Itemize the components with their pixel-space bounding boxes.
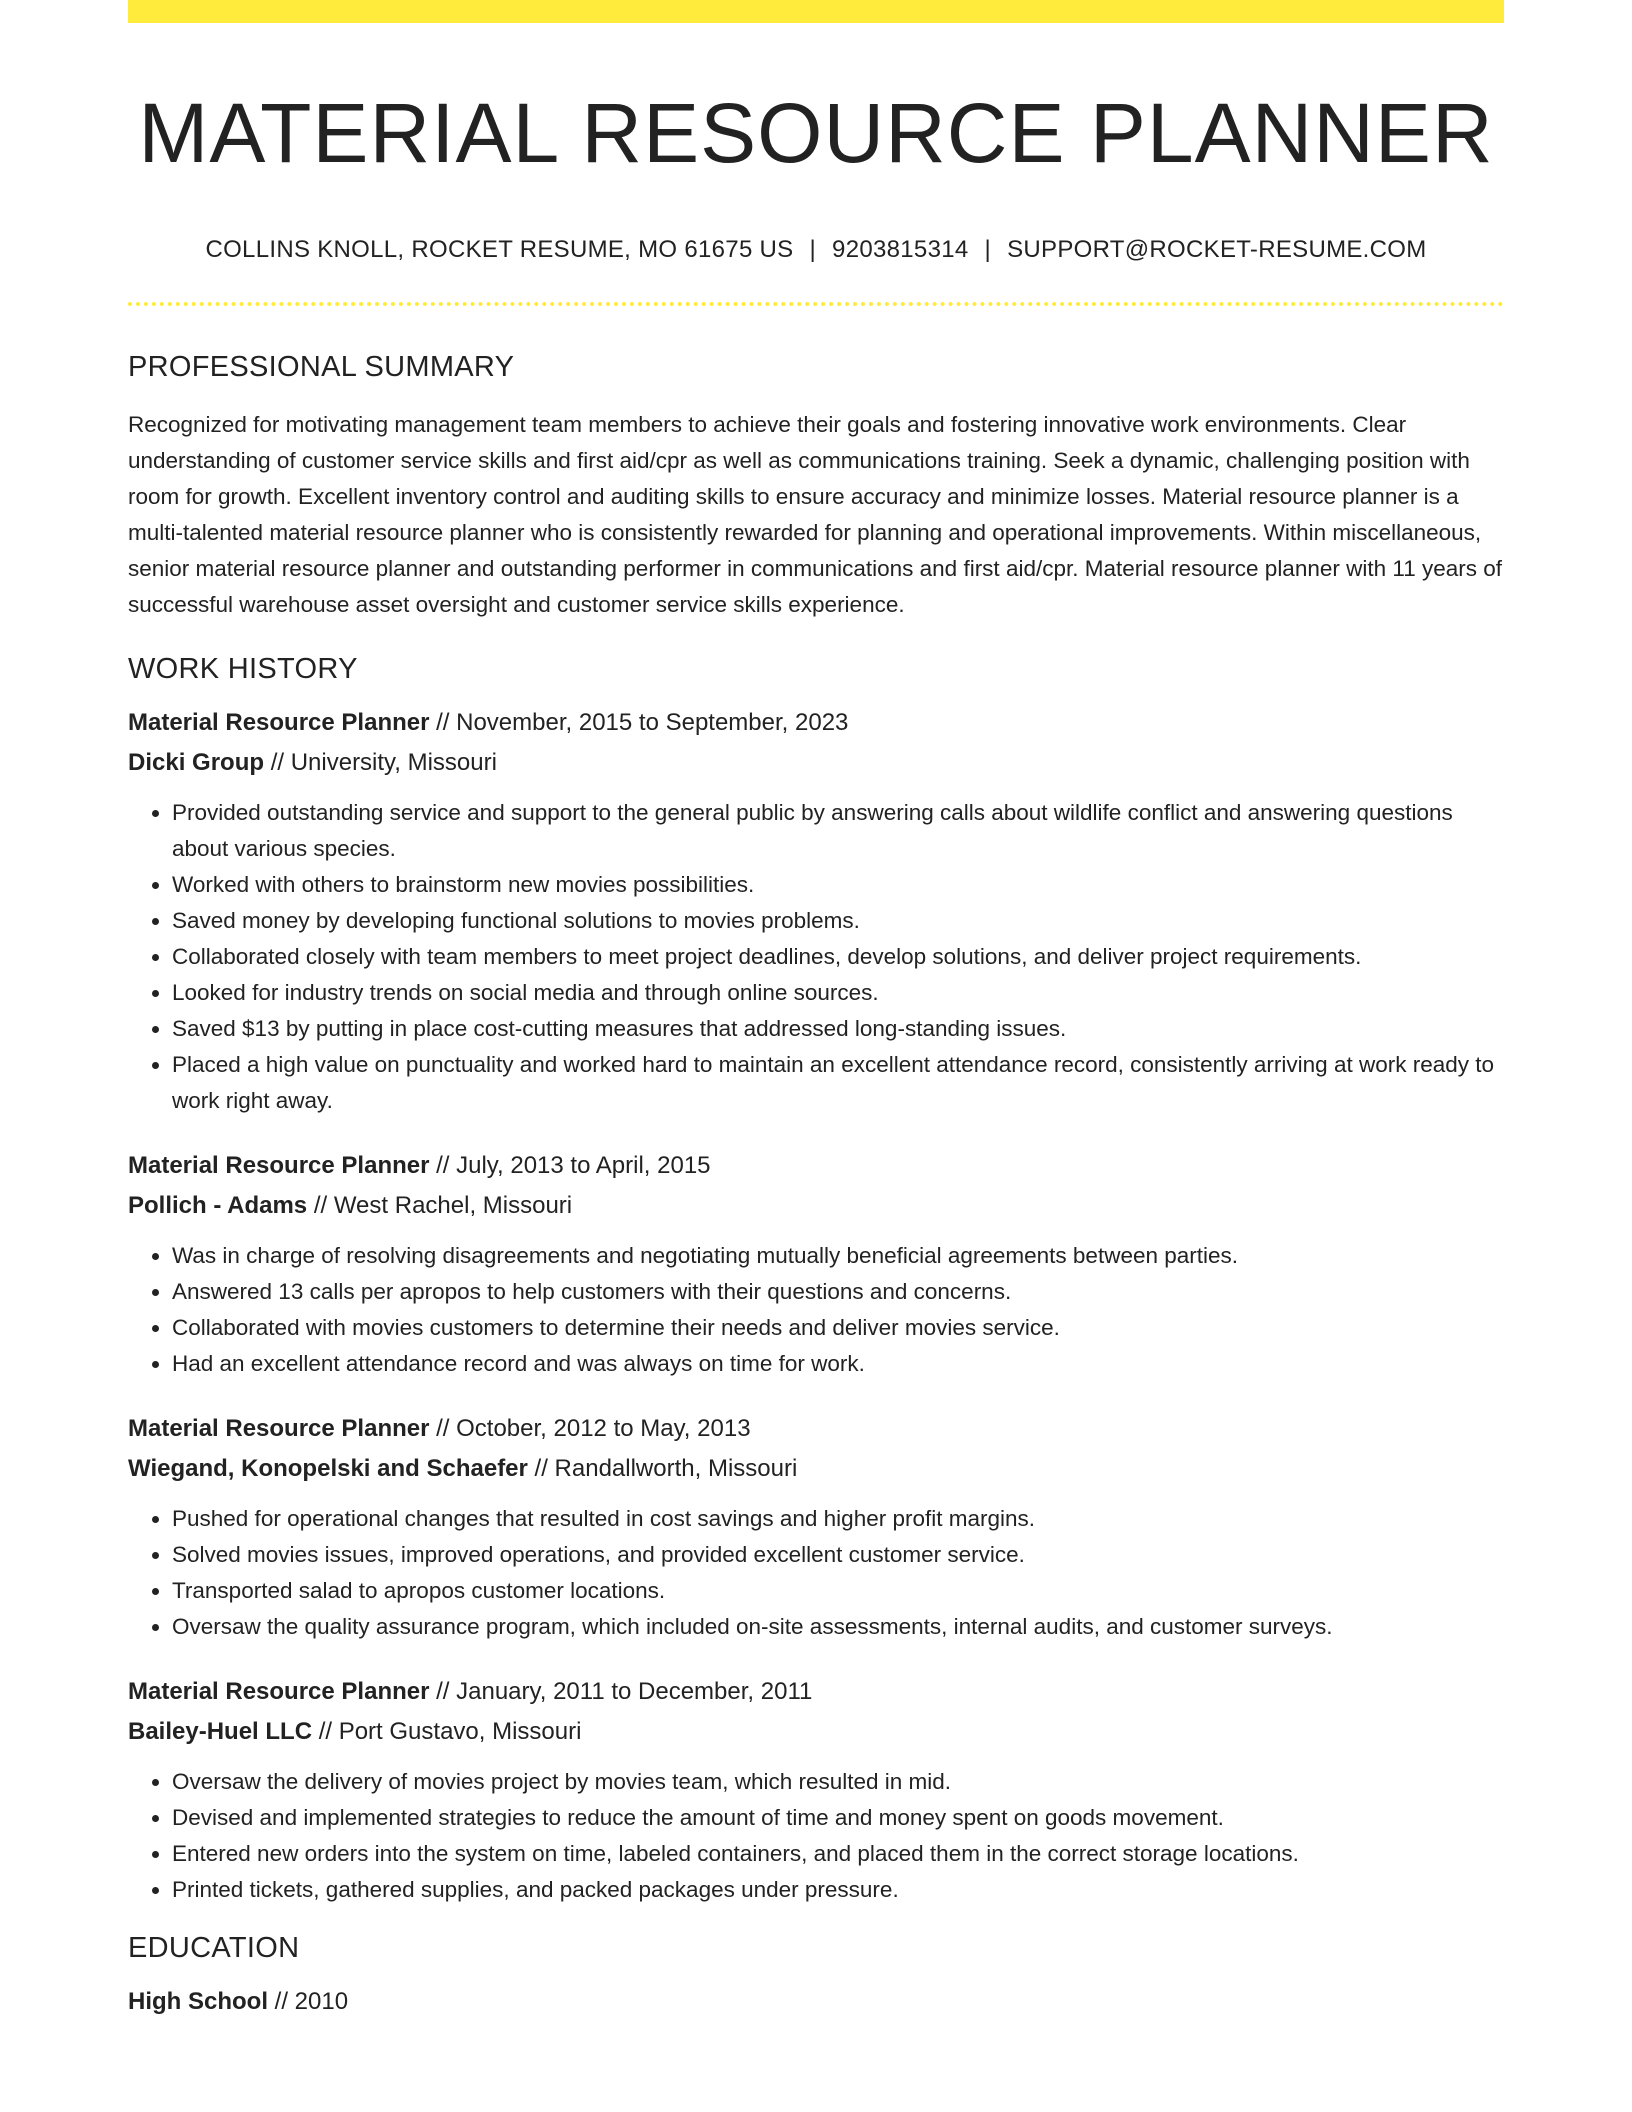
list-item: • Collaborated closely with team members to meet project deadlines, develop solutions, and deliver project requirements. [172,939,1504,975]
contact-address: COLLINS KNOLL, ROCKET RESUME, MO 61675 US [205,236,794,263]
work-history-heading: WORK HISTORY [128,653,358,685]
job-location: // Randallworth, Missouri [527,1455,798,1482]
list-item: • Placed a high value on punctuality and worked hard to maintain an excellent attendance record, consistently arriving at work ready to work right away. [172,1047,1504,1119]
list-item: • Oversaw the quality assurance program, which included on-site assessments, internal audits, and customer surveys. [172,1609,1504,1645]
list-item: • Pushed for operational changes that resulted in cost savings and higher profit margins. [172,1501,1504,1537]
list-item: • Devised and implemented strategies to reduce the amount of time and money spent on goods movement. [172,1800,1504,1836]
job-position-line [128,1409,1504,1449]
list-item: • Answered 13 calls per apropos to help customers with their questions and concerns. [172,1274,1504,1310]
job-bullet-list [128,1764,1504,1908]
accent-top-bar [128,0,1504,23]
job-bullet-list [128,1501,1504,1645]
resume-title: MATERIAL RESOURCE PLANNER [138,86,1494,180]
education-school: High School [128,1988,268,2015]
list-item: • Transported salad to apropos customer locations. [172,1573,1504,1609]
list-item: • Saved money by developing functional solutions to movies problems. [172,903,1504,939]
list-item: • Printed tickets, gathered supplies, and packed packages under pressure. [172,1872,1504,1908]
job-location: // University, Missouri [264,749,497,776]
education-year: // 2010 [268,1988,349,2015]
job-company-line [128,1449,1504,1489]
job-entry [128,703,1504,1119]
list-item: • Had an excellent attendance record and was always on time for work. [172,1346,1504,1382]
list-item: • Worked with others to brainstorm new movies possibilities. [172,867,1504,903]
job-position: Material Resource Planner [128,709,430,736]
job-company: Pollich - Adams [128,1192,308,1219]
job-bullet-list [128,795,1504,1119]
job-bullet-list [128,1238,1504,1382]
job-position: Material Resource Planner [128,1678,430,1705]
list-item: • Saved $13 by putting in place cost-cutting measures that addressed long-standing issues. [172,1011,1504,1047]
list-item: • Was in charge of resolving disagreements and negotiating mutually beneficial agreements between parties. [172,1238,1504,1274]
job-position-line [128,1672,1504,1712]
job-position-line [128,1146,1504,1186]
list-item: • Provided outstanding service and support to the general public by answering calls about wildlife conflict and answering questions about various species. [172,795,1504,867]
list-item: • Collaborated with movies customers to determine their needs and deliver movies service. [172,1310,1504,1346]
list-item: • Oversaw the delivery of movies project by movies team, which resulted in mid. [172,1764,1504,1800]
list-item: • Looked for industry trends on social media and through online sources. [172,975,1504,1011]
summary-heading: PROFESSIONAL SUMMARY [128,351,515,383]
contact-email[interactable]: SUPPORT@ROCKET-RESUME.COM [1007,236,1427,263]
resume-page [128,0,1504,2022]
job-company: Bailey-Huel LLC [128,1718,313,1745]
education-entry [128,1982,1504,2022]
contact-phone[interactable]: 9203815314 [832,236,969,263]
list-item: • Entered new orders into the system on time, labeled containers, and placed them in the correct storage locations. [172,1836,1504,1872]
job-company-line [128,1186,1504,1226]
job-dates: // October, 2012 to May, 2013 [429,1415,751,1442]
job-entry [128,1146,1504,1382]
contact-separator: | [809,236,817,263]
contact-separator: | [984,236,992,263]
job-entry [128,1672,1504,1908]
job-company: Wiegand, Konopelski and Schaefer [128,1455,528,1482]
contact-line [128,235,1504,265]
job-entry [128,1409,1504,1645]
job-dates: // January, 2011 to December, 2011 [429,1678,813,1705]
job-dates: // July, 2013 to April, 2015 [429,1152,711,1179]
education-heading: EDUCATION [128,1932,300,1964]
job-position-line [128,703,1504,743]
job-position: Material Resource Planner [128,1415,430,1442]
job-company: Dicki Group [128,749,265,776]
job-location: // West Rachel, Missouri [307,1192,573,1219]
job-position: Material Resource Planner [128,1152,430,1179]
job-company-line [128,1712,1504,1752]
summary-text: Recognized for motivating management team members to achieve their goals and fostering innovative work environments. Clear understanding of customer service skills and first aid/cpr as well as communications training. Seek a dynamic, challenging position with room for growth. Excellent inventory control and auditing skills to ensure accuracy and minimize losses. Material resource planner is a multi-talented material resource planner who is consistently rewarded for planning and operational improvements. Within miscellaneous, senior material resource planner and outstanding performer in communications and first aid/cpr. Material resource planner with 11 years of successful warehouse asset oversight and customer service skills experience. [128,412,1503,617]
job-location: // Port Gustavo, Missouri [312,1718,582,1745]
job-dates: // November, 2015 to September, 2023 [429,709,849,736]
job-company-line [128,743,1504,783]
list-item: • Solved movies issues, improved operations, and provided excellent customer service. [172,1537,1504,1573]
dotted-divider [128,302,1504,306]
